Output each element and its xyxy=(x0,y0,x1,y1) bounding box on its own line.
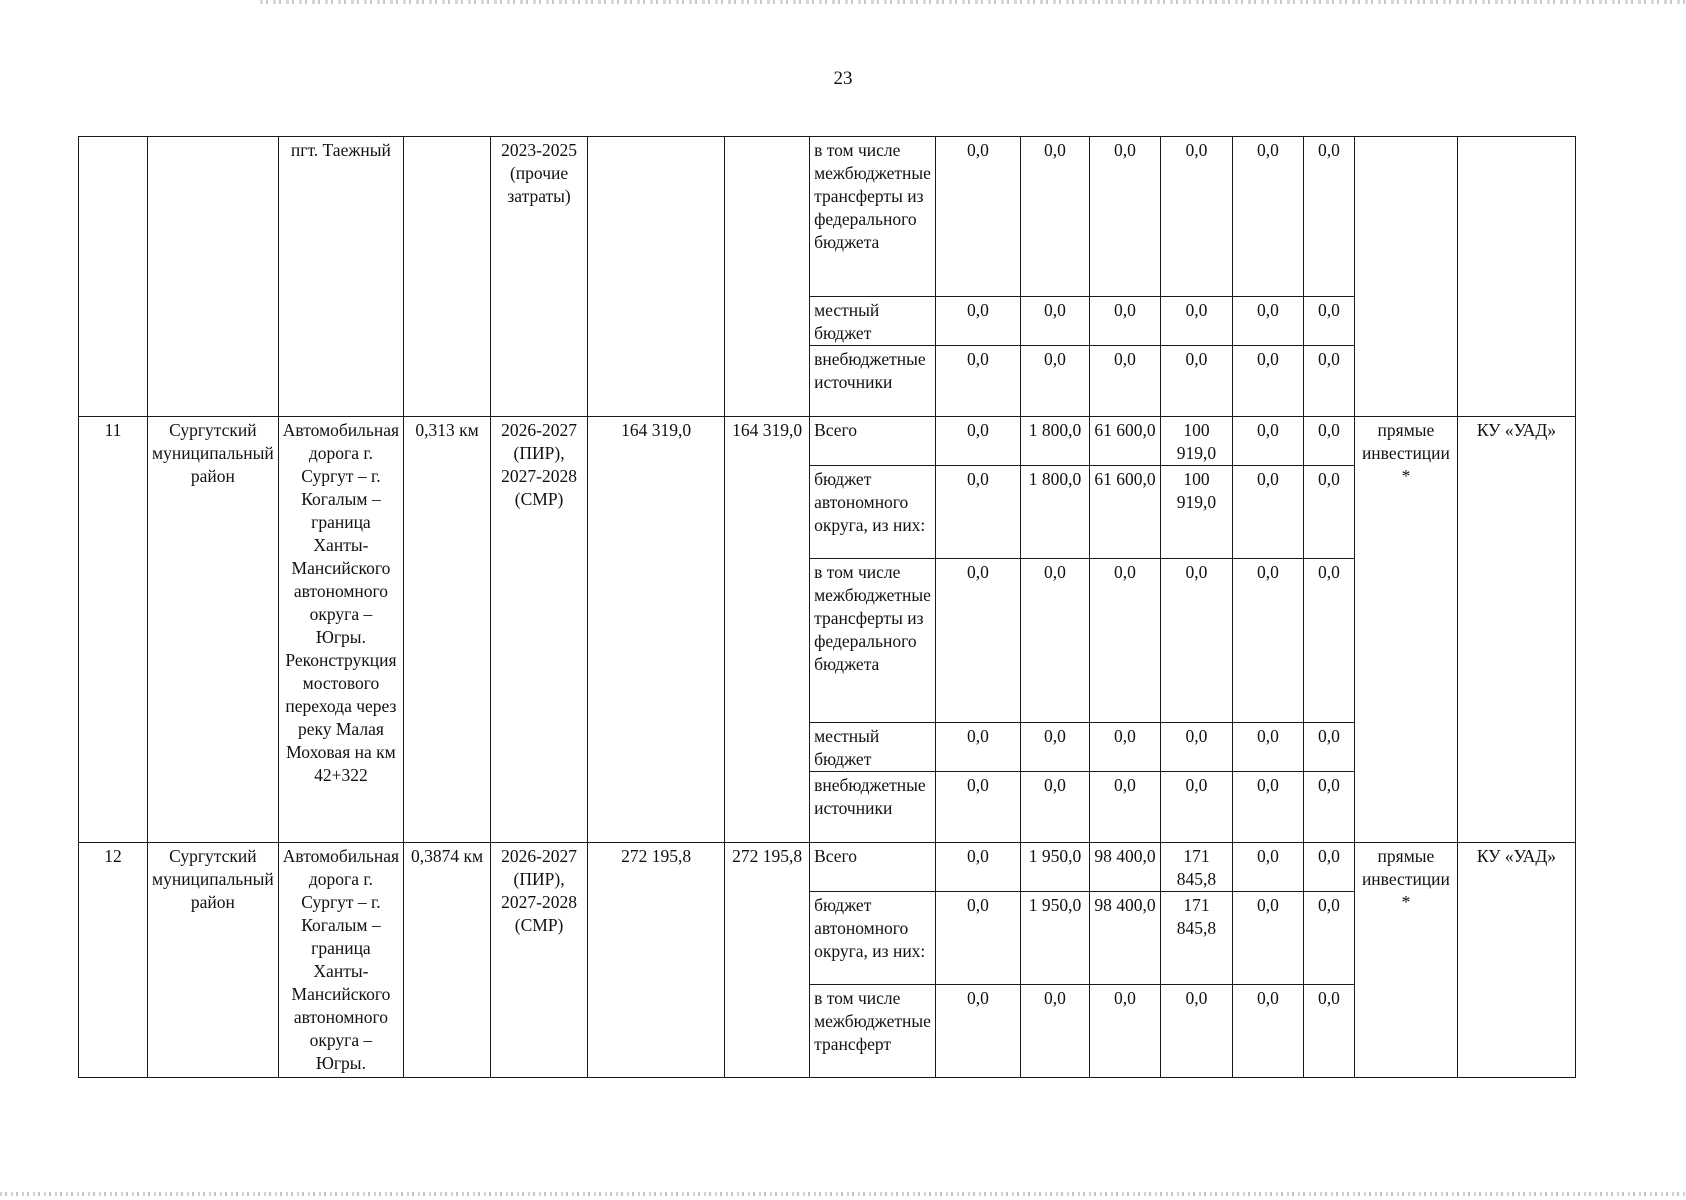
table-row xyxy=(79,843,1576,892)
value-cell: 171 845,8 xyxy=(1160,892,1232,985)
capacity-cell: 0,3874 км xyxy=(404,843,491,1078)
value-cell: 0,0 xyxy=(1020,559,1089,723)
value-cell: 0,0 xyxy=(935,843,1020,892)
value-cell: 0,0 xyxy=(1020,137,1089,297)
funding-source-label: бюджет автономного округа, из них: xyxy=(810,892,936,985)
value-cell: 0,0 xyxy=(1232,985,1303,1078)
investment-table xyxy=(78,136,1576,1078)
value-cell: 0,0 xyxy=(935,559,1020,723)
funding-source-label: местный бюджет xyxy=(810,723,936,772)
value-cell: 0,0 xyxy=(1303,772,1354,843)
object-cell: Автомобильная дорога г. Сургут – г. Когалым – граница Ханты-Мансийского автономного округа – Югры. xyxy=(278,843,403,1078)
scan-edge-bottom xyxy=(0,1192,1686,1196)
value-cell: 0,0 xyxy=(1303,985,1354,1078)
value-cell: 0,0 xyxy=(1089,559,1160,723)
page-number: 23 xyxy=(833,68,853,89)
value-cell: 61 600,0 xyxy=(1089,466,1160,559)
value-cell: 100 919,0 xyxy=(1160,466,1232,559)
mechanism-cell: прямые инвестиции * xyxy=(1354,843,1457,1078)
value-cell: 0,0 xyxy=(1089,985,1160,1078)
remaining-cost-cell xyxy=(725,137,810,417)
estimated-cost-cell: 164 319,0 xyxy=(588,417,725,843)
value-cell: 0,0 xyxy=(1232,843,1303,892)
value-cell: 0,0 xyxy=(1232,346,1303,417)
value-cell: 0,0 xyxy=(1089,346,1160,417)
value-cell: 0,0 xyxy=(1232,297,1303,346)
remaining-cost-cell: 272 195,8 xyxy=(725,843,810,1078)
value-cell: 0,0 xyxy=(1160,346,1232,417)
municipality-cell xyxy=(148,137,279,417)
value-cell: 0,0 xyxy=(935,772,1020,843)
funding-source-label: в том числе межбюджетные трансферт xyxy=(810,985,936,1078)
funding-source-label: внебюджетные источники xyxy=(810,772,936,843)
value-cell: 0,0 xyxy=(1160,985,1232,1078)
value-cell: 0,0 xyxy=(1303,723,1354,772)
table-row xyxy=(79,137,1576,297)
estimated-cost-cell xyxy=(588,137,725,417)
funding-source-label: Всего xyxy=(810,843,936,892)
value-cell: 0,0 xyxy=(1232,892,1303,985)
value-cell: 0,0 xyxy=(1232,723,1303,772)
estimated-cost-cell: 272 195,8 xyxy=(588,843,725,1078)
value-cell: 0,0 xyxy=(1089,772,1160,843)
value-cell: 0,0 xyxy=(1020,346,1089,417)
value-cell: 0,0 xyxy=(1089,723,1160,772)
municipality-cell: Сургутский муниципальный район xyxy=(148,417,279,843)
value-cell: 0,0 xyxy=(1089,297,1160,346)
value-cell: 0,0 xyxy=(1160,137,1232,297)
value-cell: 0,0 xyxy=(1232,559,1303,723)
value-cell: 1 800,0 xyxy=(1020,417,1089,466)
value-cell: 0,0 xyxy=(1303,892,1354,985)
value-cell: 0,0 xyxy=(1089,137,1160,297)
capacity-cell: 0,313 км xyxy=(404,417,491,843)
table-row xyxy=(79,417,1576,466)
value-cell: 0,0 xyxy=(1160,772,1232,843)
value-cell: 0,0 xyxy=(1232,417,1303,466)
value-cell: 98 400,0 xyxy=(1089,843,1160,892)
municipality-cell: Сургутский муниципальный район xyxy=(148,843,279,1078)
value-cell: 0,0 xyxy=(935,417,1020,466)
remaining-cost-cell: 164 319,0 xyxy=(725,417,810,843)
value-cell: 0,0 xyxy=(1303,843,1354,892)
object-cell: Автомобильная дорога г. Сургут – г. Когалым – граница Ханты-Мансийского автономного округа – Югры. Реконструкция мостового перехода через реку Малая Моховая на км 42+322 xyxy=(278,417,403,843)
value-cell: 0,0 xyxy=(1232,772,1303,843)
period-cell: 2026-2027 (ПИР), 2027-2028 (СМР) xyxy=(491,417,588,843)
value-cell: 0,0 xyxy=(1160,297,1232,346)
value-cell: 0,0 xyxy=(1160,723,1232,772)
mechanism-cell: прямые инвестиции * xyxy=(1354,417,1457,843)
funding-source-label: в том числе межбюджетные трансферты из федерального бюджета xyxy=(810,137,936,297)
num-cell: 11 xyxy=(79,417,148,843)
value-cell: 0,0 xyxy=(935,137,1020,297)
value-cell: 0,0 xyxy=(935,297,1020,346)
value-cell: 0,0 xyxy=(935,892,1020,985)
period-cell: 2026-2027 (ПИР), 2027-2028 (СМР) xyxy=(491,843,588,1078)
value-cell: 0,0 xyxy=(1303,346,1354,417)
funding-source-label: внебюджетные источники xyxy=(810,346,936,417)
value-cell: 98 400,0 xyxy=(1089,892,1160,985)
period-cell: 2023-2025 (прочие затраты) xyxy=(491,137,588,417)
funding-source-label: в том числе межбюджетные трансферты из федерального бюджета xyxy=(810,559,936,723)
value-cell: 0,0 xyxy=(1020,772,1089,843)
value-cell: 0,0 xyxy=(1303,137,1354,297)
value-cell: 100 919,0 xyxy=(1160,417,1232,466)
funding-source-label: бюджет автономного округа, из них: xyxy=(810,466,936,559)
num-cell xyxy=(79,137,148,417)
capacity-cell xyxy=(404,137,491,417)
customer-cell: КУ «УАД» xyxy=(1457,417,1575,843)
mechanism-cell xyxy=(1354,137,1457,417)
value-cell: 1 800,0 xyxy=(1020,466,1089,559)
funding-source-label: местный бюджет xyxy=(810,297,936,346)
value-cell: 1 950,0 xyxy=(1020,892,1089,985)
num-cell: 12 xyxy=(79,843,148,1078)
value-cell: 0,0 xyxy=(935,723,1020,772)
funding-source-label: Всего xyxy=(810,417,936,466)
value-cell: 0,0 xyxy=(1232,466,1303,559)
value-cell: 0,0 xyxy=(1160,559,1232,723)
value-cell: 0,0 xyxy=(935,346,1020,417)
value-cell: 0,0 xyxy=(1303,559,1354,723)
object-cell: пгт. Таежный xyxy=(278,137,403,417)
value-cell: 0,0 xyxy=(1303,297,1354,346)
value-cell: 0,0 xyxy=(1020,985,1089,1078)
value-cell: 1 950,0 xyxy=(1020,843,1089,892)
customer-cell xyxy=(1457,137,1575,417)
value-cell: 171 845,8 xyxy=(1160,843,1232,892)
value-cell: 0,0 xyxy=(935,466,1020,559)
value-cell: 0,0 xyxy=(1303,466,1354,559)
value-cell: 0,0 xyxy=(1232,137,1303,297)
customer-cell: КУ «УАД» xyxy=(1457,843,1575,1078)
value-cell: 0,0 xyxy=(1020,297,1089,346)
value-cell: 61 600,0 xyxy=(1089,417,1160,466)
value-cell: 0,0 xyxy=(1303,417,1354,466)
value-cell: 0,0 xyxy=(1020,723,1089,772)
value-cell: 0,0 xyxy=(935,985,1020,1078)
scan-edge-top xyxy=(260,0,1686,4)
